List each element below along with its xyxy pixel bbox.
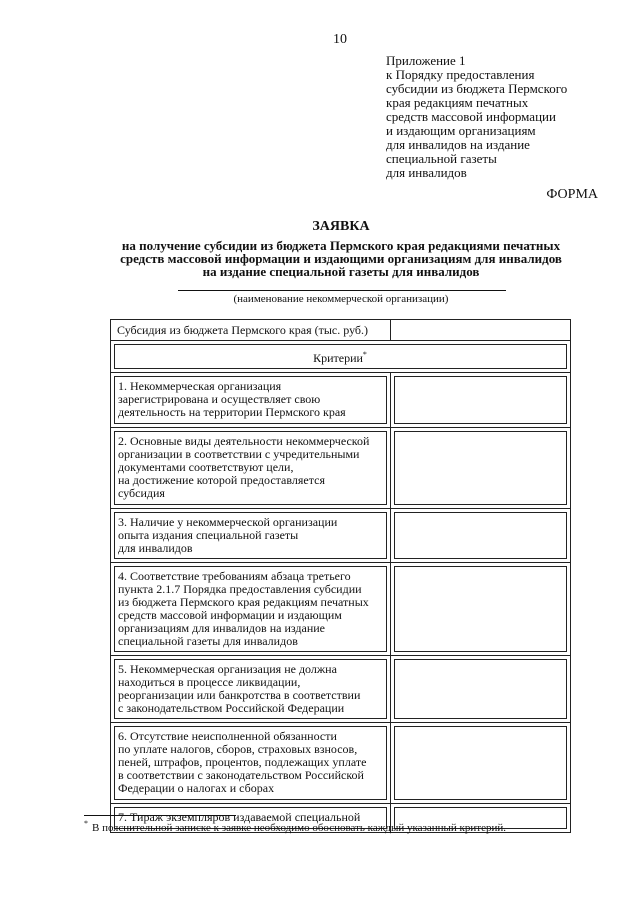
form-label: ФОРМА bbox=[546, 187, 598, 202]
criterion-row bbox=[111, 563, 571, 656]
criterion-text: находиться в процессе ликвидации, bbox=[118, 675, 301, 689]
appendix-line: края редакциям печатных bbox=[386, 95, 529, 110]
criterion-text: пункта 2.1.7 Порядка предоставления субсидии bbox=[118, 582, 362, 596]
criteria-header: Критерии bbox=[313, 351, 363, 365]
document-subtitle bbox=[70, 239, 612, 278]
appendix-line: для инвалидов bbox=[386, 165, 467, 180]
document-title: ЗАЯВКА bbox=[312, 219, 370, 234]
criterion-text: для инвалидов bbox=[118, 541, 193, 555]
appendix-block bbox=[386, 54, 626, 180]
criterion-text: пеней, штрафов, процентов, подлежащих уплате bbox=[118, 755, 367, 769]
appendix-line: Приложение 1 bbox=[386, 53, 466, 68]
subtitle-line: на издание специальной газеты для инвалидов bbox=[202, 264, 480, 279]
criterion-text: 7. Тираж экземпляров издаваемой специальной bbox=[118, 810, 361, 824]
criterion-row bbox=[111, 509, 571, 563]
criterion-value-cell[interactable] bbox=[391, 723, 571, 804]
criterion-text: 4. Соответствие требованиям абзаца третьего bbox=[118, 569, 351, 583]
criteria-footnote-mark: * bbox=[362, 350, 367, 359]
subtitle-line: средств массовой информации и издающими организациям для инвалидов bbox=[120, 251, 562, 266]
organization-name-line[interactable] bbox=[178, 290, 506, 291]
criterion-value-cell[interactable] bbox=[391, 428, 571, 509]
criterion-text: 5. Некоммерческая организация не должна bbox=[118, 662, 337, 676]
page-number: 10 bbox=[333, 32, 347, 47]
footnote-mark: * bbox=[84, 819, 88, 828]
criterion-text: на достижение которой предоставляется bbox=[118, 473, 325, 487]
criterion-text: реорганизации или банкротства в соответствии bbox=[118, 688, 361, 702]
criterion-text: из бюджета Пермского края редакциям печатных bbox=[118, 595, 369, 609]
footnote-divider bbox=[84, 815, 236, 816]
criterion-text: средств массовой информации и издающим bbox=[118, 608, 342, 622]
criterion-value-cell[interactable] bbox=[391, 509, 571, 563]
criterion-text: 3. Наличие у некоммерческой организации bbox=[118, 515, 338, 529]
criterion-text: организации в соответствии с учредительными bbox=[118, 447, 360, 461]
criterion-text: документами соответствуют цели, bbox=[118, 460, 294, 474]
footnote bbox=[84, 819, 624, 834]
criterion-row bbox=[111, 428, 571, 509]
criterion-text: специальной газеты для инвалидов bbox=[118, 634, 298, 648]
criterion-text: 2. Основные виды деятельности некоммерческой bbox=[118, 434, 370, 448]
criterion-row bbox=[111, 723, 571, 804]
subsidy-label: Субсидия из бюджета Пермского края (тыс. руб.) bbox=[117, 323, 369, 337]
criterion-row bbox=[111, 656, 571, 723]
appendix-line: специальной газеты bbox=[386, 151, 497, 166]
criterion-text: зарегистрирована и осуществляет свою bbox=[118, 392, 321, 406]
appendix-line: к Порядку предоставления bbox=[386, 67, 535, 82]
criterion-value-cell[interactable] bbox=[391, 563, 571, 656]
criterion-text: организациям для инвалидов на издание bbox=[118, 621, 325, 635]
subsidy-value-cell[interactable] bbox=[391, 320, 571, 341]
criteria-header-cell bbox=[111, 341, 571, 373]
criterion-text: в соответствии с законодательством Российской bbox=[118, 768, 364, 782]
subsidy-row bbox=[111, 320, 571, 341]
subsidy-label-cell bbox=[111, 320, 391, 341]
footnote-text: В пояснительной записке к заявке необходимо обосновать каждый указанный критерий. bbox=[92, 822, 506, 834]
subtitle-line: на получение субсидии из бюджета Пермского края редакциями печатных bbox=[121, 238, 561, 253]
appendix-line: средств массовой информации bbox=[386, 109, 556, 124]
criterion-text: 6. Отсутствие неисполненной обязанности bbox=[118, 729, 337, 743]
criterion-text: субсидия bbox=[118, 486, 165, 500]
appendix-line: для инвалидов на издание bbox=[386, 137, 530, 152]
criterion-text: деятельность на территории Пермского края bbox=[118, 405, 346, 419]
organization-name-caption: (наименование некоммерческой организации) bbox=[233, 293, 449, 305]
criterion-text: опыта издания специальной газеты bbox=[118, 528, 299, 542]
criterion-text: по уплате налогов, сборов, страховых взносов, bbox=[118, 742, 358, 756]
criterion-text: Федерации о налогах и сборах bbox=[118, 781, 275, 795]
appendix-line: и издающим организациям bbox=[386, 123, 536, 138]
criterion-value-cell[interactable] bbox=[391, 656, 571, 723]
criteria-header-row bbox=[111, 341, 571, 373]
criterion-value-cell[interactable] bbox=[391, 373, 571, 428]
criterion-text: с законодательством Российской Федерации bbox=[118, 701, 345, 715]
criterion-row bbox=[111, 373, 571, 428]
application-table bbox=[110, 319, 571, 833]
appendix-line: субсидии из бюджета Пермского bbox=[386, 81, 568, 96]
criterion-text: 1. Некоммерческая организация bbox=[118, 379, 282, 393]
